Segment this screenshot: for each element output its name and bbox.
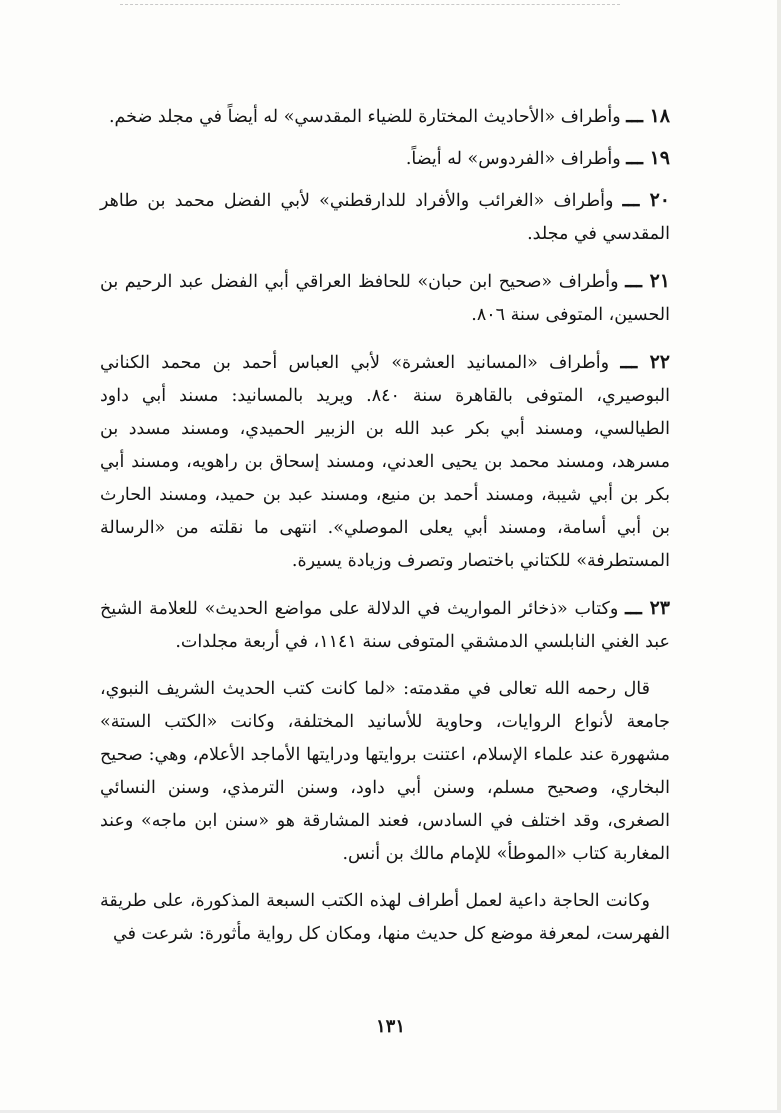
- entry-21: [100, 265, 670, 332]
- entry-20: [100, 184, 670, 251]
- entry-text: وأطراف «الأحاديث المختارة للضياء المقدسي» له أيضاً في مجلد ضخم.: [108, 107, 627, 127]
- entry-text: وأطراف «صحيح ابن حبان» للحافظ العراقي أبي الفضل عبد الرحيم بن الحسين، المتوفى سنة ٨٠٦.: [100, 272, 670, 325]
- entry-text: وأطراف «الفردوس» له أيضاً.: [405, 149, 627, 169]
- scan-right-edge: [777, 0, 781, 1113]
- page-number: ١٣١: [375, 1016, 405, 1037]
- entry-19: [100, 142, 670, 176]
- entry-number: ٢٢ ـــ: [620, 351, 670, 373]
- entry-23: [100, 592, 670, 659]
- entry-18: [100, 100, 670, 134]
- closing-paragraph: وكانت الحاجة داعية لعمل أطراف لهذه الكتب السبعة المذكورة، على طريقة الفهرست، لمعرفة موضع كل حديث منها، ومكان كل رواية مأثورة: شرعت في: [100, 891, 670, 944]
- page-body: [100, 100, 670, 951]
- entry-number: ٢٠ ـــ: [622, 189, 670, 211]
- entry-text: وأطراف «الغرائب والأفراد للدارقطني» لأبي الفضل محمد بن طاهر المقدسي في مجلد.: [100, 191, 670, 244]
- entry-number: ١٨ ـــ: [626, 105, 670, 127]
- quote-paragraph: قال رحمه الله تعالى في مقدمته: «لما كانت كتب الحديث الشريف النبوي، جامعة لأنواع الروايات، وحاوية للأسانيد المختلفة، وكانت «الكتب الستة» مشهورة عند علماء الإسلام، اعتنت بروايتها ودرايتها الأماجد الأعلام، وهي: صحيح البخاري، وصحيح مسلم، وسنن أبي داود، وسنن الترمذي، وسنن النسائي الصغرى، وقد اختلف في السادس، فعند المشارقة هو «سنن ابن ماجه» وعند المغاربة كتاب «الموطأ» للإمام مالك بن أنس.: [100, 679, 670, 864]
- entry-number: ١٩ ـــ: [626, 147, 670, 169]
- entry-text: وكتاب «ذخائر المواريث في الدلالة على مواضع الحديث» للعلامة الشيخ عبد الغني النابلسي الدمشقي المتوفى سنة ١١٤١، في أربعة مجلدات.: [100, 599, 670, 652]
- entry-text: وأطراف «المسانيد العشرة» لأبي العباس أحمد بن محمد الكناني البوصيري، المتوفى بالقاهرة سنة ٨٤٠. ويريد بالمسانيد: مسند أبي داود الطيالسي، ومسند أبي بكر عبد الله بن الزبير الحميدي، ومسند مسدد بن مسرهد، ومسند محمد بن يحيى العدني، ومسند إسحاق بن راهويه، ومسند أبي بكر بن أبي شيبة، ومسند أحمد بن منيع، ومسند عبد بن حميد، ومسند الحارث بن أبي أسامة، ومسند أبي يعلى الموصلي». انتهى ما نقلته من «الرسالة المستطرفة» للكتاني باختصار وتصرف وزيادة يسيرة.: [100, 353, 670, 571]
- scan-top-rule: [120, 4, 620, 5]
- entry-22: [100, 346, 670, 578]
- entry-number: ٢٣ ـــ: [625, 597, 670, 619]
- entry-number: ٢١ ـــ: [625, 270, 670, 292]
